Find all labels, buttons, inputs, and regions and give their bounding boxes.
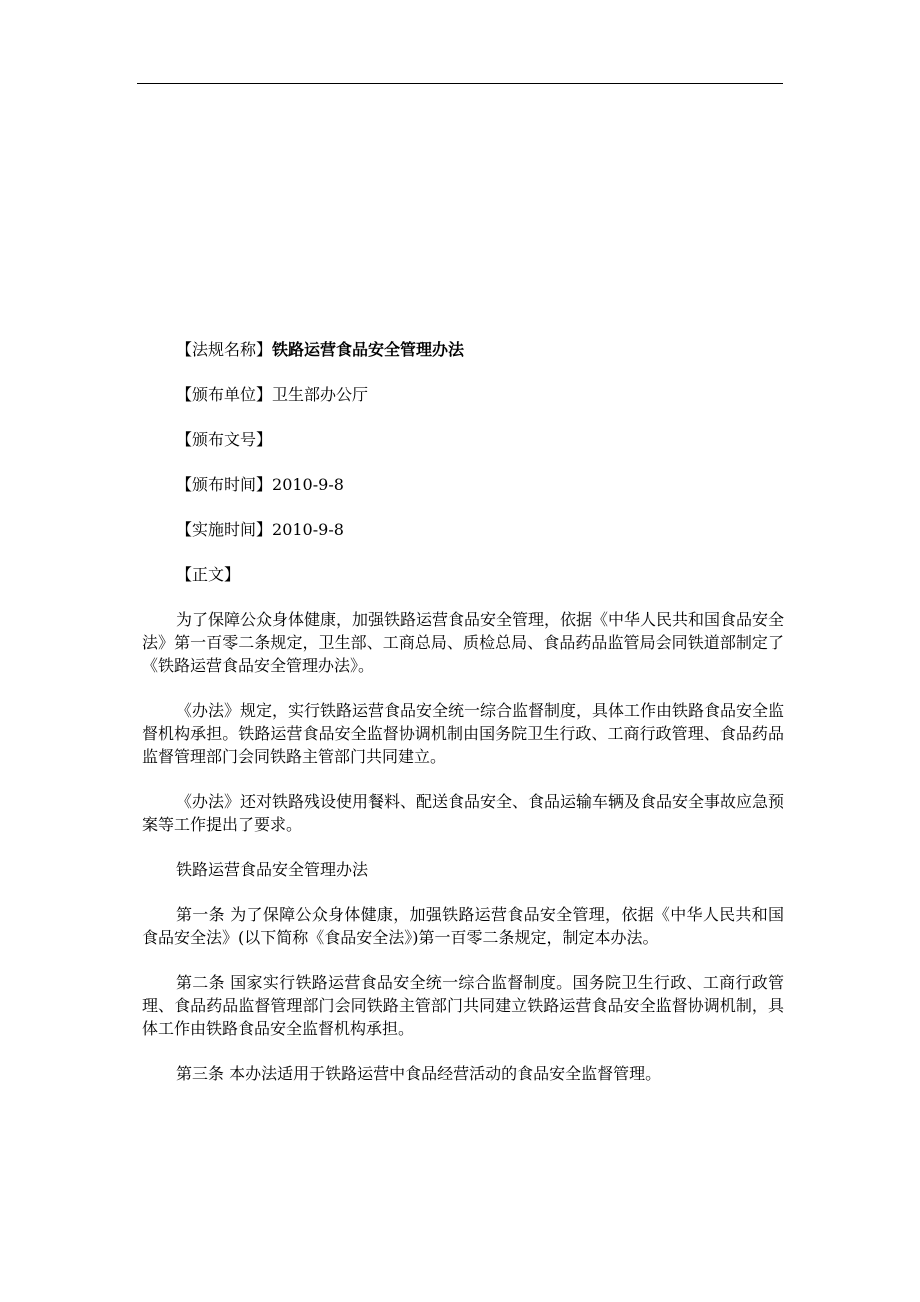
meta-body-label-text: 【正文】 bbox=[176, 565, 241, 584]
meta-effective-date-label: 【实施时间】 bbox=[176, 520, 273, 539]
meta-issue-date-value: 2010-9-8 bbox=[272, 475, 344, 494]
meta-issue-date bbox=[142, 473, 784, 496]
article-3: 第三条 本办法适用于铁路运营中食品经营活动的食品安全监督管理。 bbox=[176, 1064, 662, 1083]
paragraph: 为了保障公众身体健康，加强铁路运营食品安全管理，依据《中华人民共和国食品安全法》第一百零二条规定，卫生部、工商总局、质检总局、食品药品监管局会同铁道部制定了《铁路运营食品安全管理办法》。 bbox=[142, 610, 785, 675]
meta-title-label: 【法规名称】 bbox=[176, 340, 273, 359]
meta-doc-no bbox=[142, 428, 784, 451]
article-2: 第二条 国家实行铁路运营食品安全统一综合监督制度。国务院卫生行政、工商行政管理、食品药品监督管理部门会同铁路主管部门共同建立铁路运营食品安全监督协调机制，具体工作由铁路食品安全监督机构承担。 bbox=[142, 973, 784, 1038]
meta-effective-date bbox=[142, 518, 784, 541]
meta-issuer bbox=[142, 383, 784, 406]
section-title: 铁路运营食品安全管理办法 bbox=[176, 860, 369, 879]
meta-issuer-label: 【颁布单位】 bbox=[176, 385, 273, 404]
header-rule bbox=[137, 83, 783, 84]
meta-body-label bbox=[142, 563, 784, 586]
meta-effective-date-value: 2010-9-8 bbox=[272, 520, 344, 539]
meta-issuer-value: 卫生部办公厅 bbox=[272, 385, 369, 404]
paragraph: 《办法》规定，实行铁路运营食品安全统一综合监督制度，具体工作由铁路食品安全监督机构承担。铁路运营食品安全监督协调机制由国务院卫生行政、工商行政管理、食品药品监督管理部门会同铁路主管部门共同建立。 bbox=[142, 701, 785, 766]
meta-doc-no-label: 【颁布文号】 bbox=[176, 430, 273, 449]
meta-title bbox=[142, 338, 784, 361]
document-body bbox=[142, 338, 784, 1107]
meta-issue-date-label: 【颁布时间】 bbox=[176, 475, 273, 494]
article-1: 第一条 为了保障公众身体健康，加强铁路运营食品安全管理，依据《中华人民共和国食品安全法》(以下简称《食品安全法》)第一百零二条规定，制定本办法。 bbox=[142, 905, 784, 947]
paragraph: 《办法》还对铁路残设使用餐料、配送食品安全、食品运输车辆及食品安全事故应急预案等工作提出了要求。 bbox=[142, 792, 785, 834]
meta-title-value: 铁路运营食品安全管理办法 bbox=[272, 340, 465, 359]
